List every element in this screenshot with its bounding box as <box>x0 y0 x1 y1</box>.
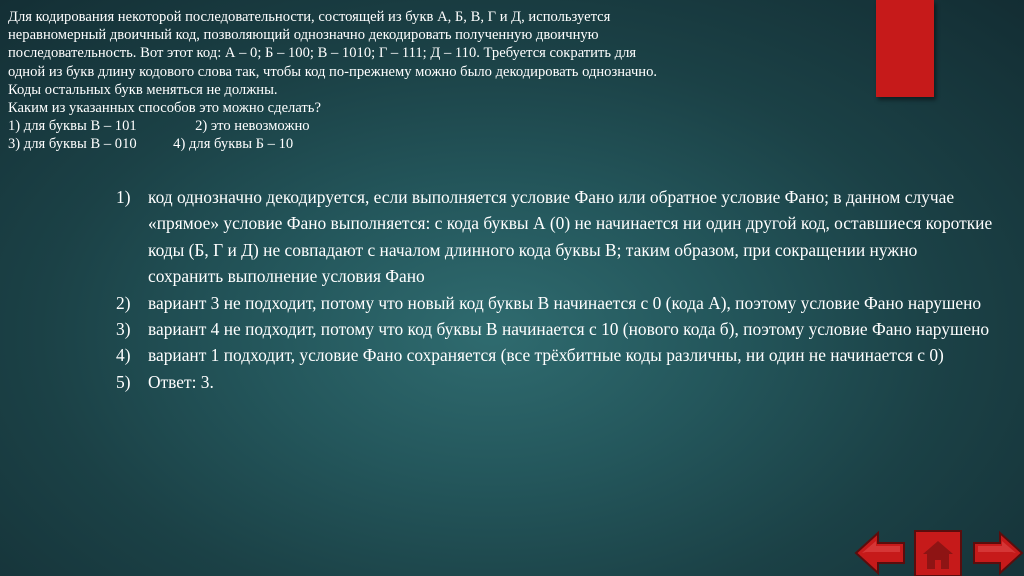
list-item-number: 5) <box>116 371 131 392</box>
list-item <box>116 369 996 395</box>
list-item-text: код однозначно декодируется, если выполняется условие Фано или обратное условие Фано; в данном случае «прямое» условие Фано выполняется: с кода буквы А (0) не начинается ни один другой код, оставшиеся короткие коды (Б, Г и Д) не совпадают с началом длинного кода буквы В; таким образом, при сокращении нужно сохранить выполнение условия Фано <box>148 187 993 287</box>
question-line: одной из букв длину кодового слова так, чтобы код по-прежнему можно было декодировать однозначно. <box>8 63 658 80</box>
question-option-line: 1) для буквы В – 101 2) это невозможно <box>8 118 310 135</box>
question-line: Коды остальных букв меняться не должны. <box>8 81 278 98</box>
home-icon <box>914 530 962 576</box>
list-item-number: 2) <box>116 292 131 313</box>
list-item-number: 4) <box>116 345 131 366</box>
list-item <box>116 342 996 368</box>
question-text <box>8 8 878 154</box>
list-item-text: вариант 4 не подходит, потому что код буквы В начинается с 10 (нового кода б), поэтому условие Фано нарушено <box>148 319 990 340</box>
question-line: неравномерный двоичный код, позволяющий однозначно декодировать полученную двоичную <box>8 27 599 44</box>
answer-list <box>116 184 996 395</box>
list-item-text: вариант 1 подходит, условие Фано сохраняется (все трёхбитные коды различны, ни один не начинается с 0) <box>148 345 944 366</box>
list-item <box>116 184 996 290</box>
list-item-text: вариант 3 не подходит, потому что новый код буквы В начинается с 0 (кода А), поэтому условие Фано нарушено <box>148 292 982 313</box>
question-option-line: 3) для буквы В – 010 4) для буквы Б – 10 <box>8 136 294 153</box>
arrow-left-icon <box>854 530 906 576</box>
list-item <box>116 290 996 316</box>
prev-slide-button[interactable] <box>854 530 906 576</box>
list-item-number: 1) <box>116 187 131 207</box>
list-item <box>116 316 996 342</box>
next-slide-button[interactable] <box>972 530 1024 576</box>
question-line: Для кодирования некоторой последовательности, состоящей из букв А, Б, В, Г и Д, используется <box>8 9 611 25</box>
red-banner <box>876 0 934 97</box>
question-line: последовательность. Вот этот код: А – 0; Б – 100; В – 1010; Г – 111; Д – 110. Требуется сократить для <box>8 45 637 62</box>
list-item-number: 3) <box>116 319 131 340</box>
arrow-right-icon <box>972 530 1024 576</box>
question-line: Каким из указанных способов это можно сделать? <box>8 100 321 117</box>
home-button[interactable] <box>914 530 962 576</box>
list-item-text: Ответ: 3. <box>148 371 214 392</box>
